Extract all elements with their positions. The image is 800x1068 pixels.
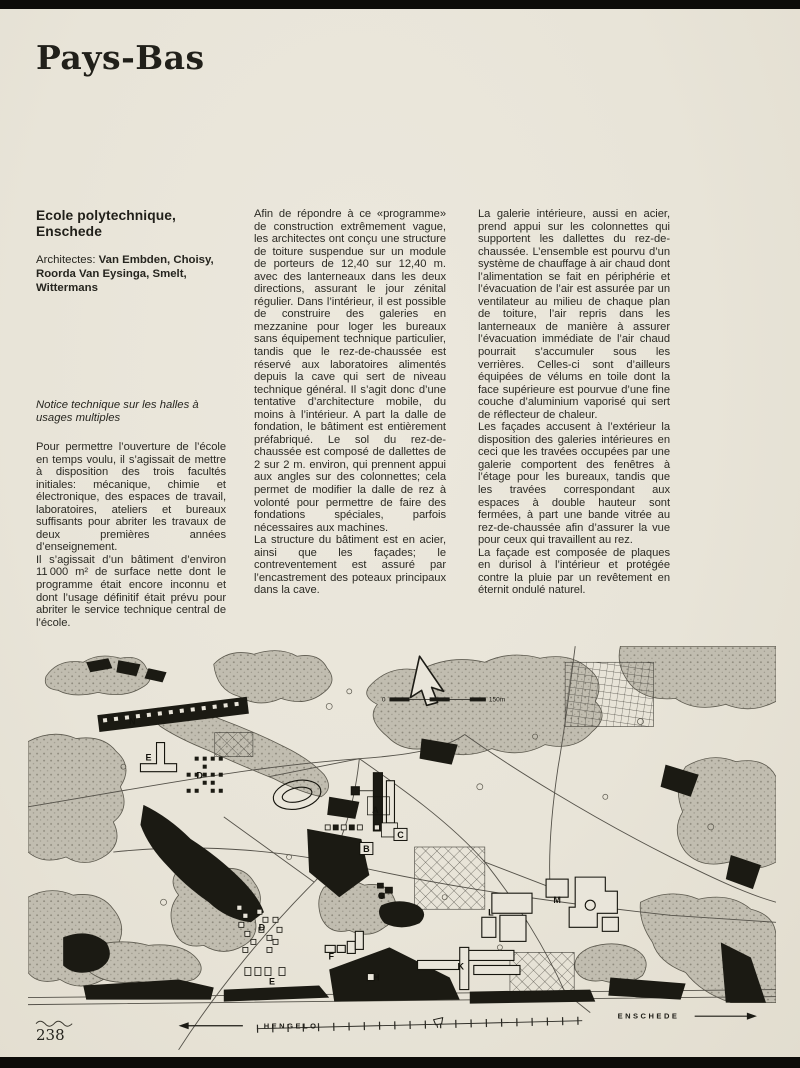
- scan-edge-bottom: [0, 1057, 800, 1068]
- page-number: 238: [36, 1026, 65, 1044]
- map-label-B: B: [363, 844, 370, 855]
- map-label-E: E: [145, 752, 152, 763]
- scale-start-label: 0: [381, 696, 386, 704]
- map-label-E: E: [268, 976, 275, 987]
- flag-icon: [434, 1018, 443, 1028]
- direction-hengelo-label: HENGELO: [263, 1021, 319, 1031]
- direction-enschede: [618, 1012, 757, 1021]
- map-label-K: K: [457, 961, 464, 972]
- scale-end-label: 150m: [488, 696, 506, 704]
- map-label-A: A: [372, 804, 379, 815]
- column-3: [478, 208, 670, 597]
- paragraph-col2-2: La structure du bâtiment est en acier, ainsi que les façades; le contreventement est assuré par l’encastrement des poteaux principaux dans la cave.: [254, 534, 446, 597]
- map-label-C: C: [397, 829, 404, 840]
- site-plan-map: [28, 646, 776, 1050]
- paragraph-col2-1: Afin de répondre à ce «programme» de construction extrêmement vague, les architectes ont conçu une structure de toiture suspendue sur un module de porteurs de 12,40 sur 12,40 m. avec des lanterneaux dans les deux directions, assurant le jour zénital régulier. Dans l’intérieur, il est possible de construire des galeries en mezzanine pour loger les bureaux sans équipement technique particulier, tandis que le rez-de-chaussée est réservé aux laboratoires alimentés depuis la cave qui sert de niveau technique général. Il s’agit donc d’une tentative d’architecture mobile, du moins à l’intérieur. A part la dalle de fondation, le bâtiment est entièrement préfabriqué. Le sol du rez-de-chaussée est composé de dallettes de 2 sur 2 m. environ, qui prennent appui aux angles sur des colonnettes; cela permet de modifier la dalle de rez à volonté pour permettre de faire des fondations spéciales, parfois nécessaires aux machines.: [254, 208, 446, 534]
- page-title: Pays-Bas: [36, 38, 205, 77]
- technical-note: Notice technique sur les halles à usages multiples: [36, 399, 199, 424]
- article-heading: [36, 208, 226, 239]
- article-heading-line2: Enschede: [36, 223, 102, 239]
- paragraph-col3-2: Les façades accusent à l’extérieur la disposition des galeries intérieures en ceci que les travées occupées par une galerie comportent des fenêtres à l’étage pour les bureaux, tandis que les travées correspondant aux espaces à double hauteur sont fermées, à part une bande vitrée au rez-de-chaussée afin d’assurer la vue pour ceux qui travaillent au rez.: [478, 421, 670, 547]
- direction-enschede-label: ENSCHEDE: [617, 1011, 680, 1021]
- map-label-D: D: [258, 922, 266, 933]
- paragraph-col3-1: La galerie intérieure, aussi en acier, prend appui sur les colonnettes qui supportent les dallettes du rez-de-chaussée. L’ensemble est pourvu d’un système de chauffage à air chaud dont l’alimentation se fait en périphérie et l’évacuation de l’air est assurée par un ventilateur au milieu de chaque plan de toiture, l’air repris dans les lanterneaux de manière à assurer l’évacuation immédiate de l’air chaud pourrait s’accumuler sous les verrières. Celles-ci sont d’ailleurs équipées de vélums en toile dont la face supérieure est pourvue d’une fine couche d’aluminium vaporisé qui sert de réflecteur de chaleur.: [478, 208, 670, 421]
- paragraph-col3-3: La façade est composée de plaques en durisol à l’intérieur et protégée contre la pluie par un revêtement en éternit ondulé naturel.: [478, 546, 670, 597]
- architects-line: [36, 253, 226, 295]
- paragraph-col1-1: Pour permettre l’ouverture de l’école en temps voulu, il s’agissait de mettre à disposition des trois facultés initiales: mécanique, chimie et électronique, des espaces de travail, laboratoires, ateliers et bureaux suffisants pour abriter les travaux de deux premières années d’enseignement.: [36, 441, 226, 554]
- map-label-D: D: [196, 770, 203, 781]
- map-label-F: F: [328, 951, 334, 962]
- article-heading-line1: Ecole polytechnique,: [36, 208, 176, 223]
- map-label-H: H: [373, 972, 380, 983]
- map-label-N: N: [129, 716, 136, 727]
- column-2: [254, 208, 446, 597]
- architects-names: Van Embden, Choisy, Roorda Van Eysinga, Smelt, Wittermans: [36, 254, 214, 294]
- paragraph-col1-2: Il s’agissait d’un bâtiment d’environ 11 000 m² de surface nette dont le programme était encore inconnu et dont l’usage définitif était prévu pour abriter le service technique central de l’école.: [36, 553, 226, 629]
- scan-edge-top: [0, 0, 800, 9]
- map-label-L: L: [488, 907, 494, 918]
- site-plan-figure: [28, 646, 776, 1050]
- column-1: [36, 208, 226, 629]
- architects-label: Architectes:: [36, 254, 99, 266]
- direction-hengelo: [179, 1022, 319, 1031]
- map-label-G: G: [377, 891, 385, 902]
- map-label-M: M: [553, 895, 561, 906]
